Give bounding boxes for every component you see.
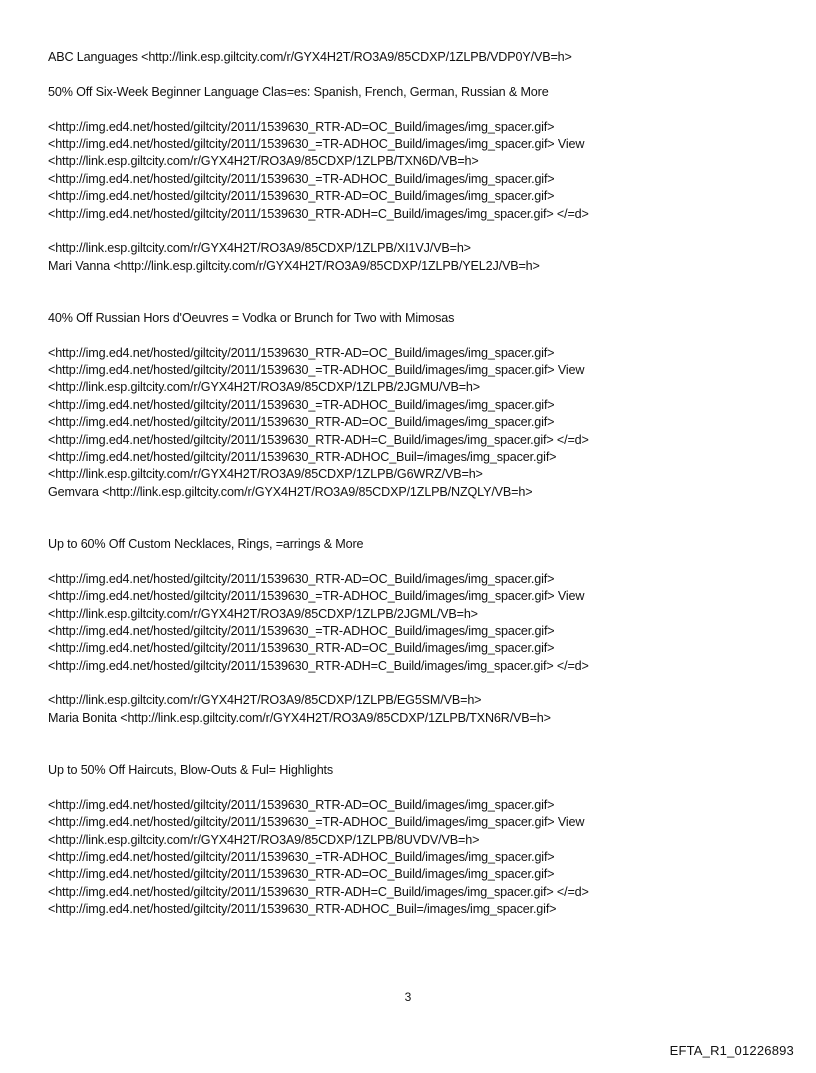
deal-headline-abc-languages: 50% Off Six-Week Beginner Language Clas=es: Spanish, French, German, Russian & More [48, 84, 549, 99]
link-line: <http://img.ed4.net/hosted/giltcity/2011/1539630_RTR-AD=OC_Build/images/img_spacer.gif> [48, 119, 555, 134]
link-line: <http://img.ed4.net/hosted/giltcity/2011/1539630_=TR-ADHOC_Build/images/img_spacer.gif> View [48, 363, 585, 378]
section-title-abc-languages: ABC Languages <http://link.esp.giltcity.com/r/GYX4H2T/RO3A9/85CDXP/1ZLPB/VDP0Y/VB=h> [48, 50, 572, 64]
link-line: <http://img.ed4.net/hosted/giltcity/2011/1539630_RTR-ADH=C_Build/images/img_spacer.gif> </=d> [48, 658, 589, 673]
link-line: <http://link.esp.giltcity.com/r/GYX4H2T/RO3A9/85CDXP/1ZLPB/EG5SM/VB=h> [48, 693, 482, 708]
spacer [48, 779, 788, 796]
link-line: <http://img.ed4.net/hosted/giltcity/2011/1539630_=TR-ADHOC_Build/images/img_spacer.gif> [48, 849, 555, 864]
link-line: <http://img.ed4.net/hosted/giltcity/2011/1539630_RTR-ADHOC_Buil=/images/img_spacer.gif> [48, 902, 557, 917]
deal-headline-maria-bonita: Up to 50% Off Haircuts, Blow-Outs & Ful= Highlights [48, 763, 334, 778]
section-title-gemvara: Gemvara <http://link.esp.giltcity.com/r/GYX4H2T/RO3A9/85CDXP/1ZLPB/NZQLY/VB=h> [48, 484, 533, 499]
page-number: 3 [404, 990, 412, 1004]
link-line: <http://img.ed4.net/hosted/giltcity/2011/1539630_=TR-ADHOC_Build/images/img_spacer.gif> View [48, 815, 585, 830]
link-line: <http://link.esp.giltcity.com/r/GYX4H2T/RO3A9/85CDXP/1ZLPB/8UVDV/VB=h> [48, 832, 480, 847]
link-line: <http://link.esp.giltcity.com/r/GYX4H2T/RO3A9/85CDXP/1ZLPB/2JGML/VB=h> [48, 606, 478, 621]
link-line: <http://img.ed4.net/hosted/giltcity/2011/1539630_RTR-AD=OC_Build/images/img_spacer.gif> [48, 867, 555, 882]
link-line: <http://img.ed4.net/hosted/giltcity/2011/1539630_RTR-AD=OC_Build/images/img_spacer.gif> [48, 571, 555, 586]
spacer [48, 101, 788, 118]
spacer [48, 727, 788, 744]
link-line: <http://link.esp.giltcity.com/r/GYX4H2T/RO3A9/85CDXP/1ZLPB/TXN6D/VB=h> [48, 154, 479, 169]
link-line: <http://img.ed4.net/hosted/giltcity/2011/1539630_=TR-ADHOC_Build/images/img_spacer.gif> [48, 623, 555, 638]
link-line: <http://img.ed4.net/hosted/giltcity/2011/1539630_=TR-ADHOC_Build/images/img_spacer.gif> View [48, 136, 585, 151]
section-title-mari-vanna: Mari Vanna <http://link.esp.giltcity.com/r/GYX4H2T/RO3A9/85CDXP/1ZLPB/YEL2J/VB=h> [48, 258, 540, 273]
spacer [48, 553, 788, 570]
link-line: <http://img.ed4.net/hosted/giltcity/2011/1539630_RTR-ADH=C_Build/images/img_spacer.gif> </=d> [48, 432, 589, 447]
spacer [48, 501, 788, 518]
section-title-maria-bonita: Maria Bonita <http://link.esp.giltcity.com/r/GYX4H2T/RO3A9/85CDXP/1ZLPB/TXN6R/VB=h> [48, 710, 551, 725]
document-body [48, 49, 788, 919]
spacer [48, 223, 788, 240]
link-line: <http://img.ed4.net/hosted/giltcity/2011/1539630_=TR-ADHOC_Build/images/img_spacer.gif> [48, 171, 555, 186]
link-line: <http://img.ed4.net/hosted/giltcity/2011/1539630_=TR-ADHOC_Build/images/img_spacer.gif> View [48, 589, 585, 604]
link-line: <http://img.ed4.net/hosted/giltcity/2011/1539630_RTR-AD=OC_Build/images/img_spacer.gif> [48, 415, 555, 430]
deal-headline-mari-vanna: 40% Off Russian Hors d'Oeuvres = Vodka or Brunch for Two with Mimosas [48, 310, 455, 325]
document-id-footer: EFTA_R1_01226893 [669, 1043, 794, 1058]
deal-headline-gemvara: Up to 60% Off Custom Necklaces, Rings, =arrings & More [48, 536, 364, 551]
link-line: <http://link.esp.giltcity.com/r/GYX4H2T/RO3A9/85CDXP/1ZLPB/G6WRZ/VB=h> [48, 467, 483, 482]
link-line: <http://link.esp.giltcity.com/r/GYX4H2T/RO3A9/85CDXP/1ZLPB/2JGMU/VB=h> [48, 380, 480, 395]
link-line: <http://img.ed4.net/hosted/giltcity/2011/1539630_RTR-AD=OC_Build/images/img_spacer.gif> [48, 641, 555, 656]
spacer [48, 519, 788, 536]
link-line: <http://img.ed4.net/hosted/giltcity/2011/1539630_RTR-ADHOC_Buil=/images/img_spacer.gif> [48, 449, 557, 464]
spacer [48, 675, 788, 692]
link-line: <http://img.ed4.net/hosted/giltcity/2011/1539630_RTR-ADH=C_Build/images/img_spacer.gif> </=d> [48, 206, 589, 221]
link-line: <http://img.ed4.net/hosted/giltcity/2011/1539630_RTR-AD=OC_Build/images/img_spacer.gif> [48, 797, 555, 812]
link-line: <http://img.ed4.net/hosted/giltcity/2011/1539630_RTR-ADH=C_Build/images/img_spacer.gif> </=d> [48, 884, 589, 899]
spacer [48, 292, 788, 309]
spacer [48, 66, 788, 83]
spacer [48, 327, 788, 344]
link-line: <http://link.esp.giltcity.com/r/GYX4H2T/RO3A9/85CDXP/1ZLPB/XI1VJ/VB=h> [48, 241, 471, 256]
spacer [48, 745, 788, 762]
link-line: <http://img.ed4.net/hosted/giltcity/2011/1539630_RTR-AD=OC_Build/images/img_spacer.gif> [48, 345, 555, 360]
link-line: <http://img.ed4.net/hosted/giltcity/2011/1539630_=TR-ADHOC_Build/images/img_spacer.gif> [48, 397, 555, 412]
spacer [48, 275, 788, 292]
link-line: <http://img.ed4.net/hosted/giltcity/2011/1539630_RTR-AD=OC_Build/images/img_spacer.gif> [48, 189, 555, 204]
